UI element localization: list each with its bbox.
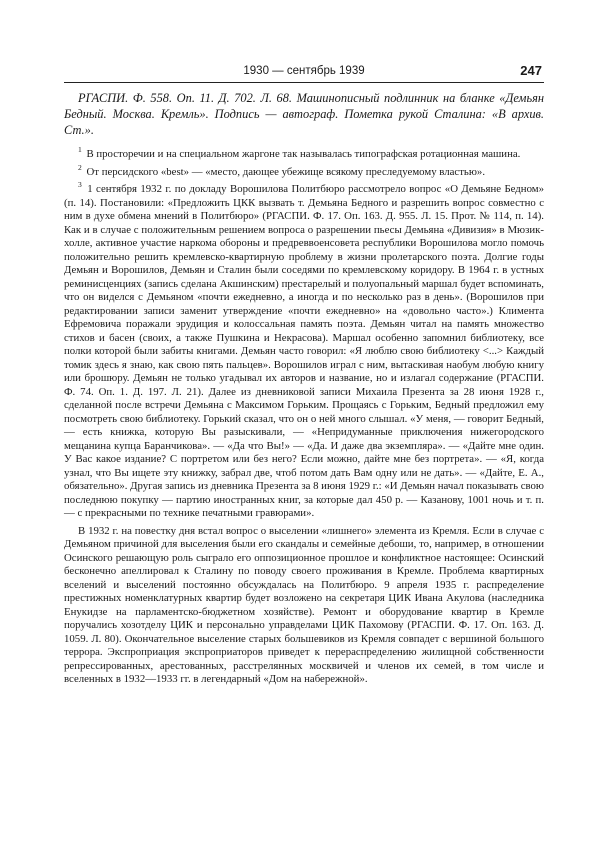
footnote <box>64 145 544 162</box>
footnote-number: 3 <box>78 180 82 190</box>
footnote-number: 1 <box>78 145 82 155</box>
footnote-text: В просторечии и на специальном жаргоне так называлась типографская ротационная машина. <box>86 148 521 160</box>
running-title: 1930 — сентябрь 1939 <box>243 65 365 77</box>
archive-note: РГАСПИ. Ф. 558. Оп. 11. Д. 702. Л. 68. Машинописный подлинник на бланке «Демьян Бедный. Москва. Кремль». Подпись — автограф. Пометка рукой Сталина: «В архив. Ст.». <box>64 91 544 137</box>
footnote-number: 2 <box>78 162 82 172</box>
footnote-continuation <box>64 525 544 687</box>
footnote-text: В 1932 г. на повестку дня встал вопрос о выселении «лишнего» элемента из Кремля. Если в случае с Демьяном причиной для выселения были его скандалы и семейные дебоши, то, например, в отношении Осинского решающую роль сыграло его оппозиционное прошлое и конфликтное настоящее: Осинский бесконечно апеллировал к Сталину по поводу своего проживания в Кремле. Проблема квартирных вселений и выселений постоянно обсуждалась на Политбюро. 9 апреля 1935 г. распределение престижных номенклатурных квартир будет возложено на секретаря ЦИК Ивана Акулова (наследника Енукидзе на парламентско-бюджетном хозяйстве). Ремонт и оборудование квартир в Кремле поручались хозотделу ЦИК и персонально управделами ЦИК Пахомову (РГАСПИ. Ф. 17. Оп. 163. Д. 1059. Л. 80). Окончательное выселение старых большевиков из Кремля совпадет с вершиной большого террора. Экспроприация экспроприаторов приведет к перераспределению жилищной собственности репрессированных, арестованных, расстрелянных москвичей и членов их семей, в том числе и вселенных в 1932—1933 гг. в легендарный «Дом на набережной». <box>64 524 544 685</box>
footnotes <box>64 145 544 691</box>
running-header <box>64 62 544 83</box>
footnote-text: 1 сентября 1932 г. по докладу Ворошилова Политбюро рассмотрело вопрос «О Демьяне Бедном» (п. 14). Постановили: «Предложить ЦКК вызвать т. Демьяна Бедного и разрешить вопрос совместно с ним в духе обмена мнений в Политбюро» (РГАСПИ. Ф. 17. Оп. 163. Д. 955. Л. 15. Прот. № 114, п. 14). Как и в случае с положительным решением вопроса о разрешении пьесы Демьяна «Дивизия» в Мюзик-холле, активное участие наркома обороны и предреввоенсовета республики Ворошилова могло помочь положительно решить кремлевско-квартирную проблему в жизни пролетарского поэта. Долгие годы Демьян и Ворошилов, Демьян и Сталин были соседями по кремлевскому коридору. В 1964 г. в устных реминисценциях (запись сделана Акшинским) престарелый и полуопальный маршал будет вспоминать, что он виделся с Демьяном «почти ежедневно, а иногда и по несколько раз в день». (Ворошилов при редактировании записи заменит утверждение «почти ежедневно» на «довольно часто».) Климента Ефремовича поражали эрудиция и колоссальная память поэта. Демьян читал на память множество стихов и басен (своих, а также Пушкина и Некрасова). Маршал особенно запомнил библиотеку, все полки которой были забиты книгами. Демьян часто говорил: «Я люблю свою библиотеку <...> Каждый томик здесь я знаю, как свою пять пальцев». Ворошилов играл с ним, вытаскивая наобум любую книгу или брошюру. Демьян не только угадывал их авторов и название, но и излагал содержание (РГАСПИ. Ф. 74. Оп. 1. Д. 197. Л. 21). Далее из дневниковой записи Михаила Презента за 28 июня 1928 г., сделанной после встречи Демьяна с Максимом Горьким. Прощаясь с Горьким, Бедный предложил ему посмотреть свою библиотеку. Горький сказал, что он о ней много слышал. «У меня, — говорит Бедный, — есть книжка, которую Вы разыскивали, — «Непридуманные приключения нижегородского мещанина купца Баранчикова». — «Да что Вы!» — «Да. И даже два экземпляра». — «Дайте мне один. У Вас какое издание? С портретом или без него? Если можно, дайте мне без портрета». — «Я, когда узнал, что Вы ищете эту книжку, забрал две, чтоб потом дать Вам одну или не дать». — «Дайте, Е. А., обязательно». Другая запись из дневника Презента за 8 июня 1929 г.: «И Демьян начал показывать свою последнюю покупку — партию иностранных книг, за которые дал 450 р. — Казанову, 1001 ночь и т. п. — с прекрасными по технике печатными гравюрами». <box>64 183 544 519</box>
footnote <box>64 162 544 180</box>
footnote-text: От персидского «best» — «место, дающее убежище всякому преследуемому властью». <box>86 165 486 178</box>
page-number: 247 <box>520 63 542 78</box>
footnote <box>64 180 544 521</box>
